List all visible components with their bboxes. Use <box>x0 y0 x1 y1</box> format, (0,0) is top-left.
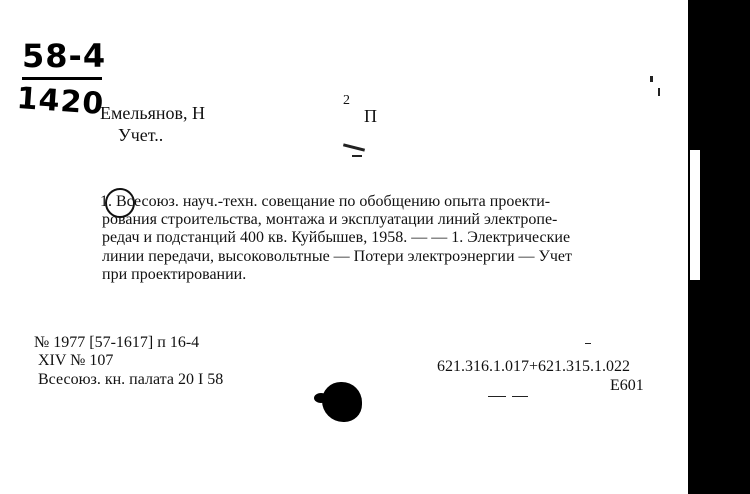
handwritten-underline <box>22 77 102 80</box>
scan-mark <box>488 396 506 397</box>
footer-line: Всесоюз. кн. палата 20 I 58 <box>38 371 224 388</box>
classification-code: Е601 <box>610 377 644 394</box>
description-line: при проектировании. <box>102 266 247 283</box>
scan-mark <box>658 88 660 96</box>
description-line: рования строительства, монтажа и эксплуатации линий электропе- <box>102 211 558 228</box>
description-line: линии передачи, высоковольтные — Потери электроэнергии — Учет <box>102 248 572 265</box>
scan-border-chip <box>690 150 700 280</box>
scan-mark <box>352 155 362 157</box>
udc-code: 621.316.1.017+621.315.1.022 <box>437 358 631 375</box>
description-line: редач и подстанций 400 кв. Куйбышев, 1958. — — 1. Электрические <box>102 229 571 246</box>
handwritten-inventory-number: 1420 <box>15 81 106 123</box>
ink-blot <box>314 393 328 403</box>
footer-line: № 1977 [57-1617] п 16-4 <box>34 334 200 351</box>
author: Емельянов, Н <box>100 103 205 123</box>
scan-mark <box>343 143 365 151</box>
description-line: 1. Всесоюз. науч.-техн. совещание по обобщению опыта проекти- <box>100 193 551 210</box>
card-letter: П <box>364 106 377 126</box>
title: Учет.. <box>118 125 164 145</box>
footer-line: XIV № 107 <box>38 352 114 369</box>
scan-mark <box>650 76 653 82</box>
handwritten-call-number: 58-4 <box>22 37 107 75</box>
ink-blot <box>322 382 362 422</box>
scan-mark <box>585 343 591 344</box>
card-number: 2 <box>343 93 350 108</box>
scan-mark <box>512 396 528 397</box>
